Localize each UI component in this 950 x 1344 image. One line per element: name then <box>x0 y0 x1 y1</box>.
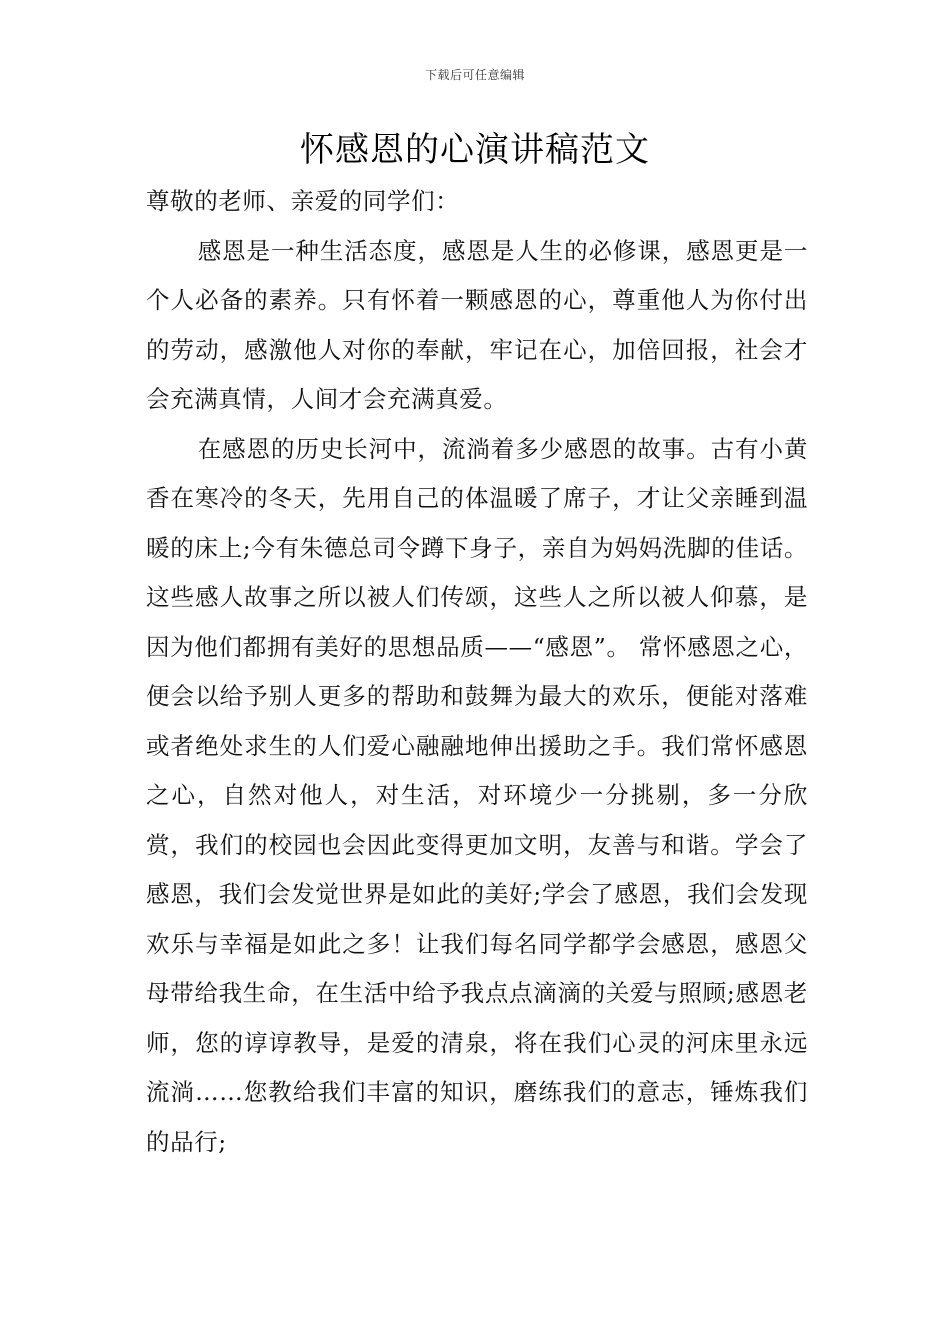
paragraph-1: 感恩是一种生活态度，感恩是人生的必修课，感恩更是一个人必备的素养。只有怀着一颗感恩的心，尊重他人为你付出的劳动，感激他人对你的奉献，牢记在心，加倍回报，社会才会充满真情，人间才会充满真爱。 <box>146 236 808 413</box>
salutation: 尊敬的老师、亲爱的同学们： <box>146 187 460 215</box>
document-title: 怀感恩的心演讲稿范文 <box>300 130 650 170</box>
header-note: 下载后可任意编辑 <box>424 68 525 82</box>
document-body <box>146 177 808 1167</box>
paragraph-2: 在感恩的历史长河中，流淌着多少感恩的故事。古有小黄香在寒冷的冬天，先用自己的体温暖了席子，才让父亲睡到温暖的床上;今有朱德总司令蹲下身子，亲自为妈妈洗脚的佳话。这些感人故事之所以被人们传颂，这些人之所以被人仰慕，是因为他们都拥有美好的思想品质——“感恩”。 常怀感恩之心，便会以给予别人更多的帮助和鼓舞为最大的欢乐，便能对落难或者绝处求生的人们爱心融融地伸出援助之手。我们常怀感恩之心，自然对他人，对生活，对环境少一分挑剔，多一分欣赏，我们的校园也会因此变得更加文明，友善与和谐。学会了感恩，我们会发觉世界是如此的美好;学会了感恩，我们会发现欢乐与幸福是如此之多！让我们每名同学都学会感恩，感恩父母带给我生命，在生活中给予我点点滴滴的关爱与照顾;感恩老师，您的谆谆教导，是爱的清泉，将在我们心灵的河床里永远流淌……您教给我们丰富的知识，磨练我们的意志，锤炼我们的品行; <box>146 434 808 1156</box>
